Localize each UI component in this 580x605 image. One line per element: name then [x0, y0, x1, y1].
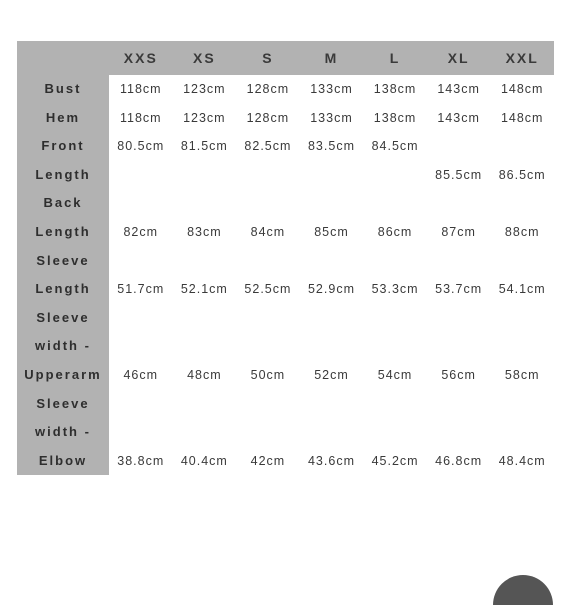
measurement-cell: 54cm — [363, 304, 427, 390]
measurement-cell: 43.6cm — [300, 390, 364, 476]
measurement-cell: 48.4cm — [490, 390, 554, 476]
measurement-cell: 80.5cm — [109, 132, 173, 189]
measurement-cell: 128cm — [236, 75, 300, 104]
measurement-cell: 52.1cm — [173, 247, 237, 304]
row-label-line: Front — [41, 138, 85, 154]
measurement-cell: 138cm — [363, 104, 427, 133]
size-chart-table — [17, 41, 554, 475]
measurement-cell: 42cm — [236, 390, 300, 476]
measurement-cell: 133cm — [300, 104, 364, 133]
row-label-line: width - — [35, 424, 91, 440]
measurement-cell: 83.5cm — [300, 132, 364, 189]
row-label — [17, 247, 109, 304]
measurement-cell: 88cm — [490, 189, 554, 246]
row-label — [17, 189, 109, 246]
measurement-cell: 87cm — [427, 189, 491, 246]
measurement-cell: 83cm — [173, 189, 237, 246]
size-header: XL — [427, 41, 491, 75]
measurement-cell: 51.7cm — [109, 247, 173, 304]
row-label — [17, 304, 109, 390]
measurement-cell: 48cm — [173, 304, 237, 390]
measurement-cell: 50cm — [236, 304, 300, 390]
measurement-cell: 56cm — [427, 304, 491, 390]
measurement-cell: 40.4cm — [173, 390, 237, 476]
row-label-line: Length — [35, 166, 91, 182]
measurement-cell: 54.1cm — [490, 247, 554, 304]
size-header: XS — [173, 41, 237, 75]
measurement-cell: 143cm — [427, 75, 491, 104]
row-label-line: Length — [35, 281, 91, 297]
row-label-line: Elbow — [38, 452, 88, 468]
measurement-cell: 85cm — [300, 189, 364, 246]
measurement-cell: 46cm — [109, 304, 173, 390]
measurement-cell: 53.7cm — [427, 247, 491, 304]
measurement-cell: 148cm — [490, 104, 554, 133]
measurement-cell: 85.5cm — [427, 132, 491, 189]
header-corner — [17, 41, 109, 75]
measurement-cell: 84cm — [236, 189, 300, 246]
measurement-cell: 82.5cm — [236, 132, 300, 189]
measurement-cell: 128cm — [236, 104, 300, 133]
measurement-cell: 52cm — [300, 304, 364, 390]
row-label-line: Back — [43, 195, 83, 211]
row-label-line: Bust — [44, 81, 82, 96]
measurement-cell: 133cm — [300, 75, 364, 104]
measurement-cell: 81.5cm — [173, 132, 237, 189]
measurement-cell: 86.5cm — [490, 132, 554, 189]
measurement-cell: 118cm — [109, 75, 173, 104]
measurement-cell: 58cm — [490, 304, 554, 390]
size-header: M — [300, 41, 364, 75]
row-label — [17, 390, 109, 476]
measurement-cell: 45.2cm — [363, 390, 427, 476]
measurement-cell: 52.9cm — [300, 247, 364, 304]
measurement-cell: 46.8cm — [427, 390, 491, 476]
measurement-cell: 52.5cm — [236, 247, 300, 304]
row-label-line: Length — [35, 223, 91, 239]
row-label-line: width - — [35, 338, 91, 354]
row-label-line: Hem — [45, 109, 81, 125]
row-label-line: Sleeve — [36, 252, 90, 268]
measurement-cell: 84.5cm — [363, 132, 427, 189]
row-label-line: Upperarm — [24, 366, 102, 382]
measurement-cell: 53.3cm — [363, 247, 427, 304]
row-label — [17, 75, 109, 104]
measurement-cell: 123cm — [173, 75, 237, 104]
size-header: L — [363, 41, 427, 75]
row-label — [17, 104, 109, 133]
measurement-cell: 38.8cm — [109, 390, 173, 476]
measurement-cell: 118cm — [109, 104, 173, 133]
size-header: XXS — [109, 41, 173, 75]
measurement-cell: 138cm — [363, 75, 427, 104]
measurement-cell: 123cm — [173, 104, 237, 133]
measurement-cell: 82cm — [109, 189, 173, 246]
size-header: S — [236, 41, 300, 75]
row-label-line: Sleeve — [36, 309, 90, 325]
row-label-line: Sleeve — [36, 395, 90, 411]
row-label — [17, 132, 109, 189]
measurement-cell: 86cm — [363, 189, 427, 246]
measurement-cell: 143cm — [427, 104, 491, 133]
measurement-cell: 148cm — [490, 75, 554, 104]
size-header: XXL — [490, 41, 554, 75]
